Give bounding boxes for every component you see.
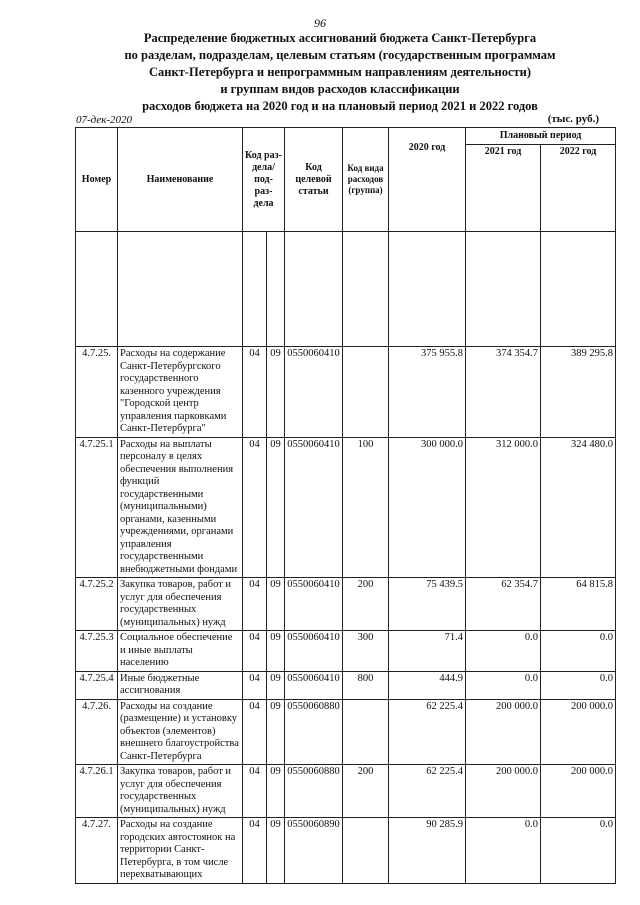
row-subsection-code: 09 — [267, 578, 285, 631]
row-amount-2020: 62 225.4 — [389, 765, 466, 818]
row-name: Расходы на создание (размещение) и установку объектов (элементов) внешнего благоустройства Санкт-Петербурга — [118, 699, 243, 765]
row-target-code: 0550060410 — [285, 347, 343, 438]
row-section-code: 04 — [243, 347, 267, 438]
title-line: Распределение бюджетных ассигнований бюджета Санкт-Петербурга — [143, 31, 537, 45]
row-amount-2022: 324 480.0 — [541, 437, 616, 578]
table-row — [76, 765, 616, 818]
row-subsection-code: 09 — [267, 671, 285, 699]
table-row — [76, 818, 616, 884]
row-section-code: 04 — [243, 765, 267, 818]
table-row — [76, 437, 616, 578]
header-number: Номер — [76, 128, 118, 232]
row-expense-type — [343, 347, 389, 438]
row-expense-type: 100 — [343, 437, 389, 578]
row-amount-2020: 71.4 — [389, 631, 466, 672]
row-amount-2021: 62 354.7 — [466, 578, 541, 631]
header-2022: 2022 год — [541, 145, 616, 232]
row-amount-2021: 312 000.0 — [466, 437, 541, 578]
table-row — [76, 631, 616, 672]
row-number: 4.7.26.1 — [76, 765, 118, 818]
row-amount-2021: 200 000.0 — [466, 699, 541, 765]
row-amount-2020: 300 000.0 — [389, 437, 466, 578]
row-expense-type: 200 — [343, 765, 389, 818]
row-number: 4.7.26. — [76, 699, 118, 765]
row-number: 4.7.25.2 — [76, 578, 118, 631]
header-2020: 2020 год — [389, 128, 466, 232]
header-name: Наименование — [118, 128, 243, 232]
row-number: 4.7.25.1 — [76, 437, 118, 578]
document-title — [110, 30, 570, 115]
title-line: Санкт-Петербурга и непрограммным направлениям деятельности) — [148, 65, 531, 79]
row-amount-2021: 0.0 — [466, 631, 541, 672]
row-expense-type: 200 — [343, 578, 389, 631]
row-section-code: 04 — [243, 437, 267, 578]
row-expense-type — [343, 818, 389, 884]
header-gap-row — [76, 232, 616, 347]
row-number: 4.7.25. — [76, 347, 118, 438]
row-section-code: 04 — [243, 699, 267, 765]
row-amount-2022: 0.0 — [541, 631, 616, 672]
row-name: Иные бюджетные ассигнования — [118, 671, 243, 699]
row-name: Закупка товаров, работ и услуг для обеспечения государственных (муниципальных) нужд — [118, 578, 243, 631]
header-target-code: Код целевой статьи — [285, 128, 343, 232]
row-target-code: 0550060410 — [285, 437, 343, 578]
row-expense-type: 300 — [343, 631, 389, 672]
row-expense-type — [343, 699, 389, 765]
row-amount-2022: 389 295.8 — [541, 347, 616, 438]
row-subsection-code: 09 — [267, 818, 285, 884]
row-expense-type: 800 — [343, 671, 389, 699]
row-amount-2021: 200 000.0 — [466, 765, 541, 818]
table-row — [76, 699, 616, 765]
row-amount-2022: 64 815.8 — [541, 578, 616, 631]
row-number: 4.7.25.3 — [76, 631, 118, 672]
title-line: расходов бюджета на 2020 год и на плановый период 2021 и 2022 годов — [142, 99, 538, 113]
row-subsection-code: 09 — [267, 699, 285, 765]
row-amount-2021: 374 354.7 — [466, 347, 541, 438]
table-row — [76, 578, 616, 631]
units-label: (тыс. руб.) — [547, 113, 599, 125]
row-subsection-code: 09 — [267, 631, 285, 672]
row-name: Закупка товаров, работ и услуг для обеспечения государственных (муниципальных) нужд — [118, 765, 243, 818]
row-number: 4.7.27. — [76, 818, 118, 884]
row-amount-2020: 90 285.9 — [389, 818, 466, 884]
row-target-code: 0550060880 — [285, 765, 343, 818]
row-section-code: 04 — [243, 631, 267, 672]
page-number: 96 — [314, 16, 326, 30]
title-line: и группам видов расходов классификации — [220, 82, 460, 96]
row-amount-2021: 0.0 — [466, 818, 541, 884]
table-row — [76, 347, 616, 438]
row-name: Расходы на выплаты персоналу в целях обеспечения выполнения функций государственными (муниципальными) органами, казенными учреждениями, органами управления государственными внебюджетными фондами — [118, 437, 243, 578]
row-target-code: 0550060890 — [285, 818, 343, 884]
document-date: 07-дек-2020 — [76, 114, 133, 126]
title-line: по разделам, подразделам, целевым статьям (государственным программам — [124, 48, 556, 62]
row-amount-2020: 75 439.5 — [389, 578, 466, 631]
row-amount-2022: 200 000.0 — [541, 699, 616, 765]
row-subsection-code: 09 — [267, 437, 285, 578]
row-target-code: 0550060410 — [285, 671, 343, 699]
row-name: Расходы на создание городских автостоянок на территории Санкт-Петербурга, в том числе перехватывающих — [118, 818, 243, 884]
row-name: Социальное обеспечение и иные выплаты населению — [118, 631, 243, 672]
row-target-code: 0550060880 — [285, 699, 343, 765]
row-amount-2020: 62 225.4 — [389, 699, 466, 765]
budget-table — [75, 127, 616, 884]
row-section-code: 04 — [243, 578, 267, 631]
row-amount-2020: 375 955.8 — [389, 347, 466, 438]
row-amount-2022: 200 000.0 — [541, 765, 616, 818]
row-subsection-code: 09 — [267, 765, 285, 818]
table-row — [76, 671, 616, 699]
header-planned-period: Плановый период — [466, 128, 616, 145]
row-amount-2022: 0.0 — [541, 818, 616, 884]
row-amount-2021: 0.0 — [466, 671, 541, 699]
header-expense-type: Код вида расходов (группа) — [343, 128, 389, 232]
row-amount-2020: 444.9 — [389, 671, 466, 699]
row-subsection-code: 09 — [267, 347, 285, 438]
row-number: 4.7.25.4 — [76, 671, 118, 699]
row-amount-2022: 0.0 — [541, 671, 616, 699]
header-2021: 2021 год — [466, 145, 541, 232]
row-name: Расходы на содержание Санкт-Петербургского государственного казенного учреждения "Городской центр управления парковками Санкт-Петербурга" — [118, 347, 243, 438]
row-section-code: 04 — [243, 818, 267, 884]
row-target-code: 0550060410 — [285, 578, 343, 631]
row-section-code: 04 — [243, 671, 267, 699]
header-section-code: Код раз- дела/ под- раз- дела — [243, 128, 285, 232]
row-target-code: 0550060410 — [285, 631, 343, 672]
